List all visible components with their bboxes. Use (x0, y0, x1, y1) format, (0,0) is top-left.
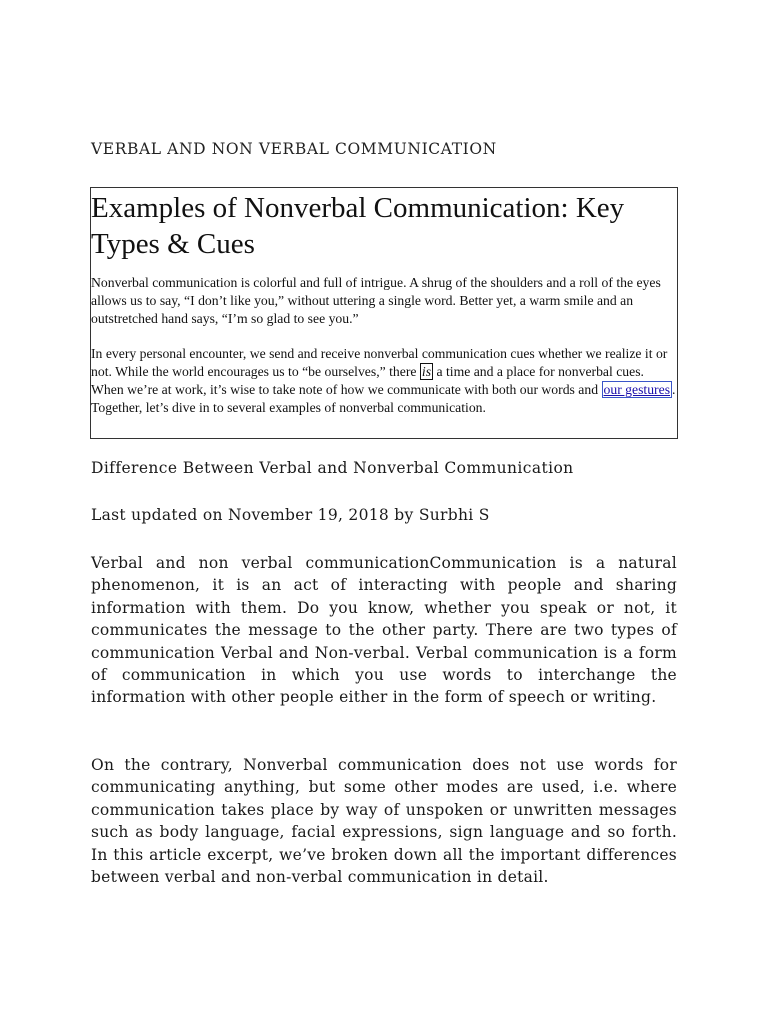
paragraph-text-end: . Together, let’s dive in to several examples of nonverbal communication. (91, 382, 676, 416)
embedded-article-heading: Examples of Nonverbal Communication: Key Types & Cues (91, 192, 625, 260)
paragraph-text-start: In every personal encounter, we send and receive nonverbal communication cues whether we realize it or not. While the world encourages us to “be ourselves,” there (91, 345, 668, 379)
our-gestures-link[interactable]: our gestures (603, 382, 671, 398)
highlighted-word: is (421, 363, 432, 379)
body-paragraph: Verbal and non verbal communicationCommunication is a natural phenomenon, it is an act of interacting with people and sharing information with them. Do you know, whether you speak or not, it communicates the message to the other party. There are two types of communication Verbal and Non-verbal. Verbal communication is a form of communication in which you use words to interchange the information with other people either in the form of speech or writing. (91, 554, 677, 707)
embedded-article-box (90, 187, 678, 439)
body-paragraph: On the contrary, Nonverbal communication does not use words for communicating anything, but some other modes are used, i.e. where communication takes place by way of unspoken or unwritten messages such as body language, facial expressions, sign language and so forth. In this article excerpt, we’ve broken down all the important differences between verbal and non-verbal communication in detail. (91, 756, 677, 887)
embedded-article-paragraph-1: Nonverbal communication is colorful and full of intrigue. A shrug of the shoulders and a roll of the eyes allows us to say, “I don’t like you,” without uttering a single word. Better yet, a warm smile and an outstretched hand says, “I’m so glad to see you.” (91, 275, 661, 327)
last-updated-line: Last updated on November 19, 2018 by Surbhi S (91, 506, 490, 524)
document-title: VERBAL AND NON VERBAL COMMUNICATION (91, 140, 497, 158)
embedded-article-paragraph-2 (91, 345, 677, 418)
section-heading: Difference Between Verbal and Nonverbal Communication (91, 459, 574, 477)
paragraph-text-middle: a time and a place for nonverbal cues. When we’re at work, it’s wise to take note of how we communicate with both our words and (91, 363, 644, 398)
